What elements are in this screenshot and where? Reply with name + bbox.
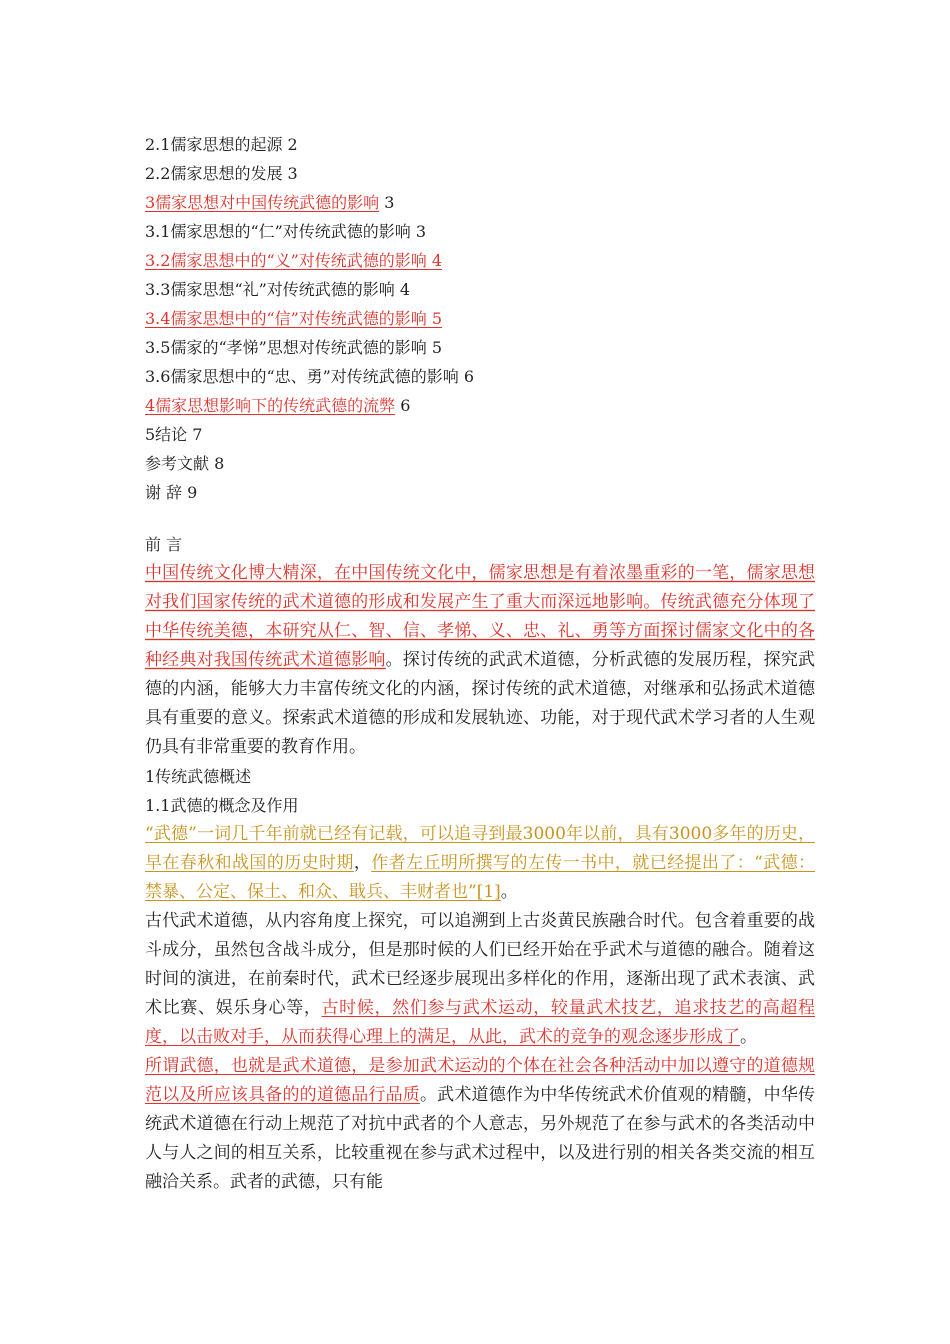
table-of-contents [145,130,474,507]
highlighted-text: 作者左丘明所撰写的左传一书中，就已经提出了：“武德：禁暴、公定、保土、和众、戢兵、丰财者也”[1] [145,853,816,902]
toc-item[interactable]: 3.1儒家思想的“仁”对传统武德的影响 3 [145,222,427,241]
highlighted-text: “武德”一词几千年前就已经有记载，可以追寻到最3000年以前，具有3000多年的历史，早在春秋和战国的历史时期 [145,824,815,873]
toc-item[interactable]: 2.1儒家思想的起源 2 [145,135,298,154]
toc-item[interactable]: 5结论 7 [145,425,203,444]
toc-item[interactable]: 4儒家思想影响下的传统武德的流弊 6 [145,396,411,415]
document-body [145,530,815,1197]
toc-item[interactable]: 谢 辞 9 [145,483,198,502]
paragraph-3: 所谓武德，也就是武术道德，是参加武术运动的个体在社会各种活动中加以遵守的道德规范以及所应该具备的的道德品行品质。武术道德作为中华传统武术价值观的精髓，中华传统武术道德在行动上规范了对抗中武者的个人意志，另外规范了在参与武术的各类活动中人与人之间的相互关系，比较重视在参与武术过程中，以及进行别的相关各类交流的相互融洽关系。武者的武德，只有能 [145,1056,816,1192]
preface-paragraph: 中国传统文化博大精深，在中国传统文化中，儒家思想是有着浓墨重彩的一笔，儒家思想对我们国家传统的武术道德的形成和发展产生了重大而深远地影响。传统武德充分体现了中华传统美德，本研究从仁、智、信、孝悌、义、忠、礼、勇等方面探讨儒家文化中的各种经典对我国传统武术道德影响。探讨传统的武武术道德，分析武德的发展历程，探究武德的内涵，能够大力丰富传统文化的内涵，探讨传统的武术道德，对继承和弘扬武术道德具有重要的意义。探索武术道德的形成和发展轨迹、功能，对于现代武术学习者的人生观仍具有非常重要的教育作用。 [145,563,816,757]
paragraph-1: “武德”一词几千年前就已经有记载，可以追寻到最3000年以前，具有3000多年的历史，早在春秋和战国的历史时期，作者左丘明所撰写的左传一书中，就已经提出了：“武德：禁暴、公定、保土、和众、戢兵、丰财者也”[1]。 [145,824,816,902]
paragraph-2: 古代武术道德，从内容角度上探究，可以追溯到上古炎黄民族融合时代。包含着重要的战斗成分，虽然包含战斗成分，但是那时候的人们已经开始在乎武术与道德的融合。随着这时间的演进，在前秦时代，武术已经逐步展现出多样化的作用，逐渐出现了武术表演、武术比赛、娱乐身心等，古时候，然们参与武术运动，较量武术技艺，追求技艺的高超程度，以击败对手，从而获得心理上的满足，从此，武术的竞争的观念逐步形成了。 [145,911,816,1047]
highlighted-text: 传统武德充分体现了中华传统美德，本研究从仁、智、信、孝悌、义、忠、礼、勇等方面探讨儒家文化中的各种经典对我国传统武术道德影响 [145,592,816,670]
toc-item[interactable]: 2.2儒家思想的发展 3 [145,164,298,183]
preface-heading: 前 言 [145,535,183,554]
highlighted-text: 古时候，然们参与武术运动，较量武术技艺，追求技艺的高超程度，以击败对手，从而获得心理上的满足，从此，武术的竞争的观念逐步形成了 [145,998,816,1047]
highlighted-text: 所谓武德，也就是武术道德，是参加武术运动的个体在社会各种活动中加以遵守的道德规范以及所应该具备的的道德品行品质 [145,1056,815,1105]
toc-item[interactable]: 3.3儒家思想“礼”对传统武德的影响 4 [145,280,411,299]
highlighted-text: 中国传统文化博大精深，在中国传统文化中，儒家思想是有着浓墨重彩的一笔，儒家思想对我们国家传统的武术道德的形成和发展产生了重大而深远地影响。 [145,563,815,612]
toc-item[interactable]: 3.6儒家思想中的“忠、勇”对传统武德的影响 6 [145,367,475,386]
section-heading: 1传统武德概述 [145,767,252,786]
toc-item[interactable]: 参考文献 8 [145,454,225,473]
toc-item[interactable]: 3.4儒家思想中的“信”对传统武德的影响 5 [145,309,443,328]
subsection-heading: 1.1武德的概念及作用 [145,796,299,815]
toc-item[interactable]: 3.5儒家的“孝悌”思想对传统武德的影响 5 [145,338,443,357]
toc-item[interactable]: 3儒家思想对中国传统武德的影响 3 [145,193,395,212]
toc-item[interactable]: 3.2儒家思想中的“义”对传统武德的影响 4 [145,251,443,270]
